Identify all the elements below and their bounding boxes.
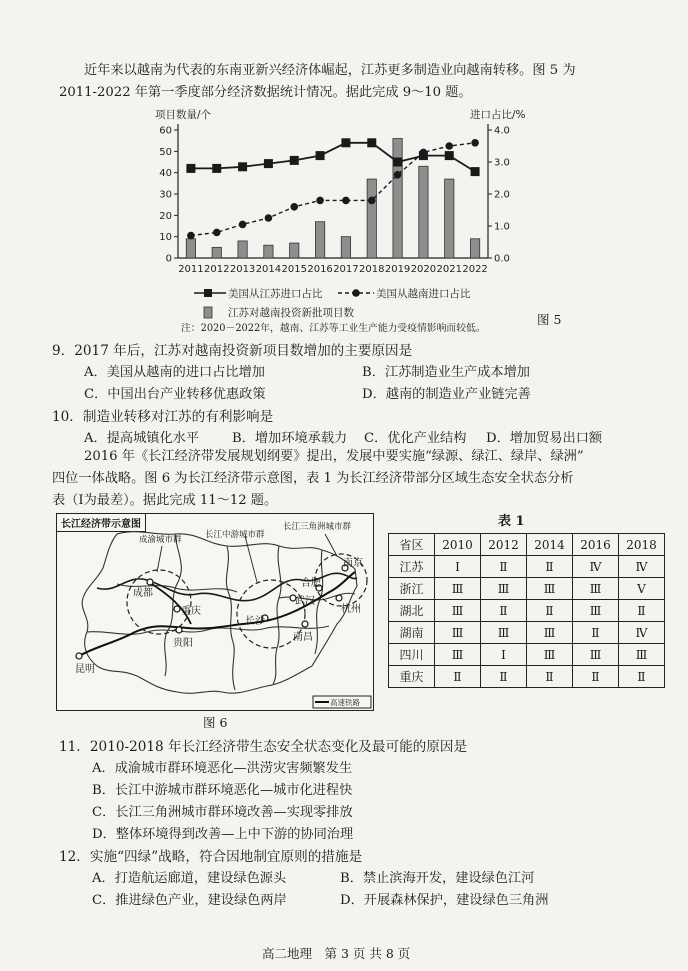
q9-option-b[interactable]: B．江苏制造业生产成本增加: [362, 365, 530, 380]
city-nanjing: 南京: [343, 558, 363, 569]
bar: [212, 247, 221, 258]
x-tick-label: 2021: [436, 264, 462, 275]
city-changsha: 长沙: [245, 616, 265, 627]
map-legend-label: 高速铁路: [330, 698, 360, 707]
jiangsu-import-point: [238, 162, 247, 171]
x-tick-label: 2019: [384, 264, 411, 275]
legend-bar-swatch: [204, 307, 212, 318]
table-cell: Ⅲ: [527, 644, 573, 666]
table-cell: 浙江: [389, 578, 435, 600]
right-tick-label: 2.0: [494, 189, 510, 201]
vietnam-import-point: [239, 221, 247, 229]
chart-axes: [159, 124, 510, 265]
jiangsu-import-line: [191, 143, 475, 172]
bar: [264, 245, 273, 258]
table-row: [389, 556, 665, 578]
left-tick-label: 0: [165, 253, 172, 265]
bar: [419, 166, 428, 258]
table-cell: Ⅱ: [527, 556, 573, 578]
table-cell: Ⅲ: [527, 622, 573, 644]
left-tick-label: 40: [159, 168, 172, 180]
q10-option-d[interactable]: D．增加贸易出口额: [486, 431, 603, 446]
vietnam-import-point: [290, 203, 298, 211]
vietnam-import-point: [368, 197, 376, 205]
chart-legend: [192, 286, 512, 320]
table-cell: 江苏: [389, 556, 435, 578]
label-chengyu-group: 成渝城市群: [139, 535, 182, 545]
table-row: [389, 622, 665, 644]
bar: [290, 243, 299, 258]
x-tick-labels: [178, 264, 488, 275]
table-cell: Ⅴ: [619, 578, 665, 600]
q11-option-b[interactable]: B．长江中游城市群环境恶化—城市化进程快: [92, 783, 353, 798]
page-footer: 高二地理 第 3 页 共 8 页: [262, 946, 411, 961]
jiangsu-import-point: [316, 151, 325, 160]
left-tick-label: 10: [159, 232, 172, 244]
right-tick-label: 4.0: [494, 125, 510, 137]
table-1-title: 表 1: [498, 514, 525, 529]
legend-circle-marker: [352, 289, 360, 297]
bar: [315, 222, 324, 258]
bar: [367, 179, 376, 258]
jiangsu-import-point: [290, 156, 299, 165]
right-axis-label: 进口占比/%: [470, 109, 526, 121]
vietnam-import-point: [265, 214, 273, 222]
table-cell: 湖北: [389, 600, 435, 622]
city-hefei: 合肥: [301, 578, 321, 589]
vietnam-import-point: [445, 142, 453, 150]
q10-option-c[interactable]: C．优化产业结构: [364, 431, 467, 446]
left-axis-label: 项目数量/个: [155, 109, 212, 121]
jiangsu-import-point: [341, 138, 350, 147]
x-tick-label: 2018: [359, 264, 385, 275]
bar: [445, 179, 454, 258]
city-chengdu: 成都: [133, 588, 153, 599]
q12-option-b[interactable]: B．禁止滨海开发，建设绿色江河: [340, 871, 535, 886]
table-cell: Ⅲ: [527, 578, 573, 600]
figure-6-label: 图 6: [203, 715, 228, 730]
jiangsu-import-point: [393, 158, 402, 167]
vietnam-import-point: [471, 139, 479, 147]
city-chongqing: 重庆: [181, 606, 201, 617]
table-header-cell: 2012: [481, 534, 527, 556]
table-cell: Ⅳ: [573, 556, 619, 578]
q9-stem: 9．2017 年后，江苏对越南投资新项目数增加的主要原因是: [52, 343, 413, 359]
table-row: [389, 666, 665, 688]
table-cell: Ⅲ: [619, 644, 665, 666]
q12-option-c[interactable]: C．推进绿色产业，建设绿色两岸: [92, 893, 287, 908]
q11-option-d[interactable]: D．整体环境得到改善—上中下游的协同治理: [92, 827, 354, 842]
figure-5-label: 图 5: [537, 312, 562, 327]
table-cell: Ⅱ: [573, 666, 619, 688]
left-tick-label: 60: [159, 125, 172, 137]
legend-square-marker: [204, 289, 212, 297]
table-header-cell: 省区: [389, 534, 435, 556]
table-row: [389, 600, 665, 622]
q9-option-c[interactable]: C．中国出台产业转移优惠政策: [84, 387, 266, 402]
table-cell: Ⅲ: [481, 578, 527, 600]
label-yangtze-delta-group: 长江三角洲城市群: [283, 522, 352, 532]
jiangsu-import-point: [186, 164, 195, 173]
city-nanchang: 南昌: [293, 632, 313, 643]
table-cell: Ⅱ: [573, 622, 619, 644]
q12-option-a[interactable]: A．打造航运廊道，建设绿色源头: [92, 871, 287, 886]
bar: [186, 239, 195, 258]
table-cell: Ⅲ: [573, 644, 619, 666]
table-header-cell: 2016: [573, 534, 619, 556]
table-cell: Ⅲ: [435, 622, 481, 644]
intro2-line-2: 四位一体战略。图 6 为长江经济带示意图，表 1 为长江经济带部分区域生态安全状态分析: [52, 471, 574, 486]
table-cell: Ⅱ: [435, 666, 481, 688]
table-header-cell: 2014: [527, 534, 573, 556]
table-cell: 四川: [389, 644, 435, 666]
city-hangzhou: 杭州: [341, 604, 361, 615]
table-cell: Ⅲ: [481, 622, 527, 644]
bar: [238, 241, 247, 258]
bar: [341, 237, 350, 258]
bar: [470, 239, 479, 258]
q12-option-d[interactable]: D．开展森林保护，建设绿色三角洲: [340, 893, 549, 908]
vietnam-import-point: [394, 171, 402, 179]
x-tick-label: 2016: [307, 264, 333, 275]
table-cell: Ⅱ: [619, 600, 665, 622]
city-wuhan: 武汉: [295, 596, 315, 607]
table-row: [389, 644, 665, 666]
jiangsu-import-point: [419, 151, 428, 160]
q9-option-a[interactable]: A．美国从越南的进口占比增加: [84, 365, 265, 380]
q10-option-a[interactable]: A．提高城镇化水平: [84, 431, 200, 446]
table-row: [389, 578, 665, 600]
intro2-line-3: 表（Ⅰ为最差）。据此完成 11～12 题。: [52, 493, 278, 508]
map-title: 长江经济带示意图: [57, 514, 146, 532]
table-cell: Ⅳ: [619, 556, 665, 578]
left-tick-label: 30: [159, 189, 172, 201]
q11-option-c[interactable]: C．长江三角洲城市群环境改善—实现零排放: [92, 805, 353, 820]
intro2-line-1: 2016 年《长江经济带发展规划纲要》提出，发展中要实施“绿源、绿江、绿岸、绿洲”: [84, 449, 584, 464]
right-tick-label: 3.0: [494, 157, 510, 169]
q11-option-a[interactable]: A．成渝城市群环境恶化—洪涝灾害频繁发生: [92, 761, 353, 776]
chart-note: 注：2020－2022年，越南、江苏等工业生产能力受疫情影响而较低。: [181, 323, 486, 334]
x-tick-label: 2022: [462, 264, 488, 275]
table-cell: Ⅳ: [619, 622, 665, 644]
vietnam-import-point: [187, 232, 195, 240]
table-cell: Ⅱ: [481, 666, 527, 688]
table-cell: 湖南: [389, 622, 435, 644]
left-tick-label: 20: [159, 210, 172, 222]
x-tick-label: 2015: [281, 264, 307, 275]
table-cell: Ⅱ: [527, 600, 573, 622]
right-tick-label: 0.0: [494, 253, 510, 265]
table-cell: Ⅰ: [435, 556, 481, 578]
table-cell: Ⅰ: [481, 644, 527, 666]
vietnam-import-line: [191, 143, 475, 236]
x-tick-label: 2020: [410, 264, 437, 275]
q12-stem: 12．实施“四绿”战略，符合因地制宜原则的措施是: [59, 849, 363, 865]
label-middle-yangtze-group: 长江中游城市群: [205, 530, 265, 540]
vietnam-import-point: [342, 197, 350, 205]
table-cell: Ⅱ: [481, 600, 527, 622]
table-cell: Ⅱ: [527, 666, 573, 688]
x-tick-label: 2017: [333, 264, 359, 275]
city-guiyang: 贵阳: [173, 638, 193, 649]
jiangsu-import-point: [264, 159, 273, 168]
jiangsu-import-point: [445, 151, 454, 160]
table-cell: Ⅱ: [619, 666, 665, 688]
table-header-row: [389, 534, 665, 556]
table-cell: Ⅲ: [435, 644, 481, 666]
table-header-cell: 2010: [435, 534, 481, 556]
legend-label-projects: 江苏对越南投资新批项目数: [228, 307, 354, 319]
q10-stem: 10．制造业转移对江苏的有利影响是: [52, 409, 274, 425]
map-drawing: [57, 514, 373, 710]
q9-option-d[interactable]: D．越南的制造业产业链完善: [362, 387, 531, 402]
x-tick-label: 2013: [229, 264, 256, 275]
q10-option-b[interactable]: B．增加环境承载力: [232, 431, 348, 446]
jiangsu-import-point: [367, 138, 376, 147]
table-header-cell: 2018: [619, 534, 665, 556]
table-cell: Ⅱ: [481, 556, 527, 578]
table-cell: Ⅲ: [435, 578, 481, 600]
line-series: [186, 138, 479, 239]
bar: [393, 139, 402, 258]
legend-label-jiangsu-import: 美国从江苏进口占比: [228, 288, 323, 300]
right-tick-label: 1.0: [494, 221, 510, 233]
city-kunming: 昆明: [75, 664, 95, 675]
table-cell: Ⅲ: [573, 578, 619, 600]
jiangsu-import-point: [212, 164, 221, 173]
intro-line-1: 近年来以越南为代表的东南亚新兴经济体崛起，江苏更多制造业向越南转移。图 5 为: [84, 63, 576, 78]
table-cell: Ⅲ: [573, 600, 619, 622]
x-tick-label: 2014: [255, 264, 282, 275]
table-1: [388, 533, 665, 688]
vietnam-import-point: [316, 197, 324, 205]
vietnam-import-point: [213, 229, 221, 237]
x-tick-label: 2012: [204, 264, 230, 275]
jiangsu-import-point: [471, 167, 480, 176]
intro-line-2: 2011-2022 年第一季度部分经济数据统计情况。据此完成 9～10 题。: [59, 85, 472, 100]
left-tick-label: 50: [159, 146, 172, 158]
x-tick-label: 2011: [178, 264, 204, 275]
figure-6-map: [56, 513, 374, 711]
province-outlines: [82, 532, 357, 694]
legend-label-vietnam-import: 美国从越南进口占比: [376, 288, 471, 300]
q11-stem: 11．2010-2018 年长江经济带生态安全状态变化及最可能的原因是: [59, 739, 468, 755]
table-cell: Ⅲ: [435, 600, 481, 622]
table-cell: 重庆: [389, 666, 435, 688]
